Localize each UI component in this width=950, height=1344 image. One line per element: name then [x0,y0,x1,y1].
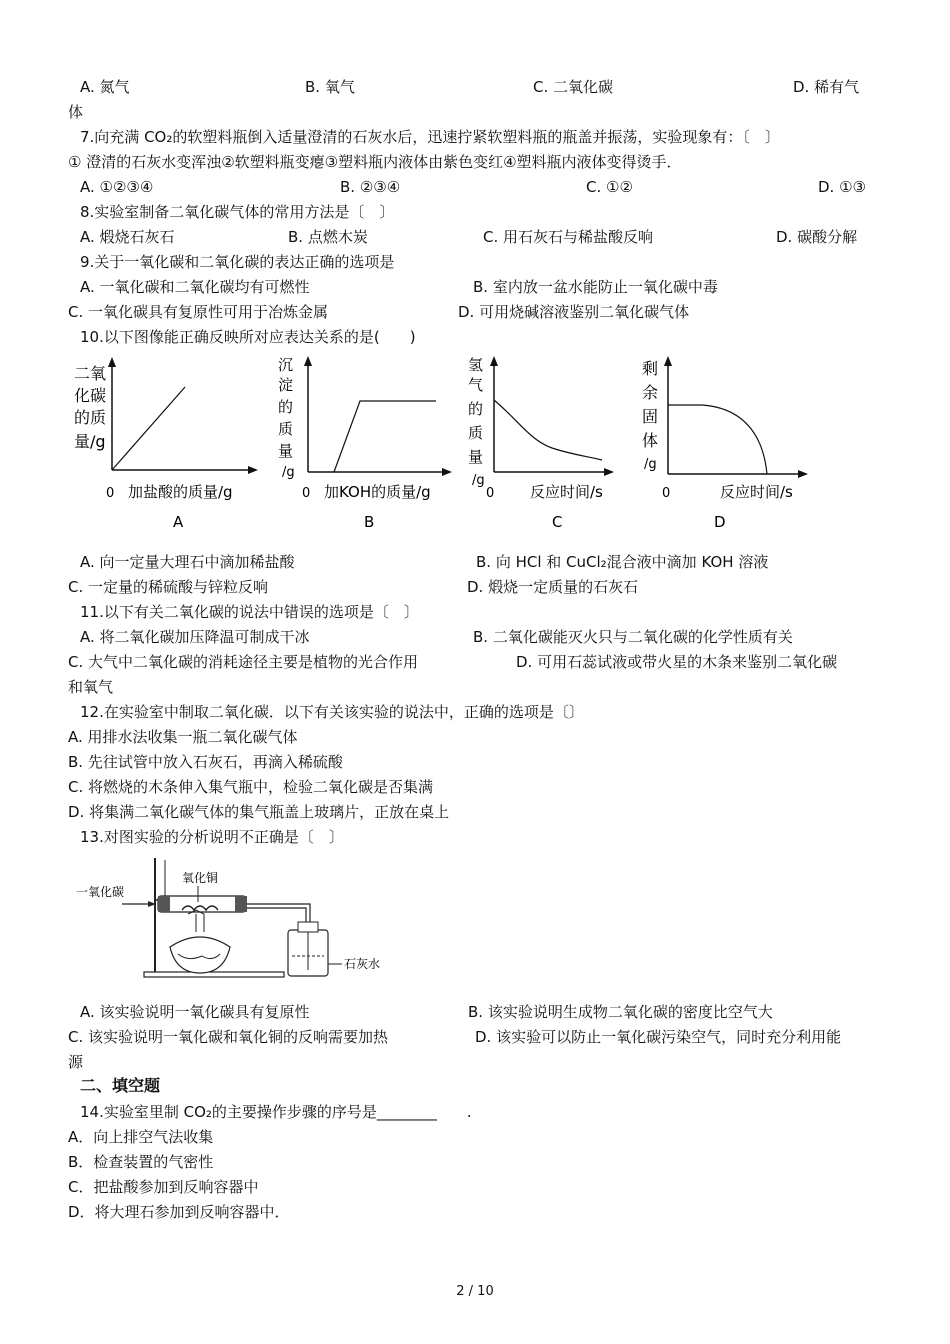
graph-c-ylabel-line: 量 [468,448,484,466]
label-co: 一氧化碳 [76,885,125,899]
q11-option-b: B. 二氧化碳能灭火只与二氧化碳的化学性质有关 [473,628,793,646]
graph-d-tag: D [714,513,726,531]
q6-option-c: C. 二氧化碳 [533,78,614,96]
q7-option-d: D. ①③ [818,178,866,196]
q10-graph-c [460,352,620,535]
graph-d-ylabel-line: 固 [642,407,659,426]
q12-option-d: D. 将集满二氧化碳气体的集气瓶盖上玻璃片，正放在桌上 [68,803,450,821]
q14-option-b: B．检查装置的气密性 [68,1153,214,1171]
label-limewater: 石灰水 [344,957,381,971]
graph-c-curve [494,400,602,460]
q10-graph-b [268,352,458,535]
q10-option-b: B. 向 HCl 和 CuCl₂混合液中滴加 KOH 溶液 [476,553,769,571]
graph-b-ylabel-line: 的 [278,398,294,416]
q8-option-a: A. 煅烧石灰石 [80,228,175,246]
label-cuo: 氧化铜 [182,871,219,885]
q7-option-b: B. ②③④ [340,178,401,196]
q14-option-a: A．向上排空气法收集 [68,1128,214,1146]
q12-stem: 12.在实验室中制取二氧化碳．以下有关该实验的说法中，正确的选项是〔〕 [80,703,584,721]
q11-stem: 11.以下有关二氧化碳的说法中错误的选项是〔 〕 [80,603,419,621]
graph-a-xlabel: 加盐酸的质量/g [128,483,233,501]
graph-c-ylabel [468,356,485,488]
q12-option-a: A. 用排水法收集一瓶二氧化碳气体 [68,728,298,746]
graph-b-tag: B [364,513,375,531]
graph-c-ylabel-line: 氢 [468,356,484,374]
q6-option-d: D. 稀有气 [793,78,860,96]
graph-d-curve [668,405,767,474]
graph-b-ylabel-line: 沉 [278,356,294,374]
q9-option-c: C. 一氧化碳具有复原性可用于冶炼金属 [68,303,329,321]
q13-option-b: B. 该实验说明生成物二氧化碳的密度比空气大 [468,1003,773,1021]
q6-option-a: A. 氮气 [80,78,130,96]
q8-option-b: B. 点燃木炭 [288,228,368,246]
q11-option-a: A. 将二氧化碳加压降温可制成干冰 [80,628,310,646]
q9-option-a: A. 一氧化碳和二氧化碳均有可燃性 [80,278,310,296]
stand-base [144,972,284,977]
graph-b-ylabel-line: /g [282,465,295,480]
section-title-fill-blank: 二、填空题 [80,1076,161,1095]
graph-c-xlabel: 反应时间/s [530,483,603,501]
q10-graph-a [70,355,260,535]
graph-c-tag: C [552,513,563,531]
graph-c-ylabel-line: 质 [468,424,484,442]
graph-b-origin: 0 [302,486,311,501]
q6-option-d-cont: 体 [68,103,84,121]
q8-option-d: D. 碳酸分解 [776,228,858,246]
q13-option-d: D. 该实验可以防止一氧化碳污染空气，同时充分利用能 [475,1028,842,1046]
graph-d-origin: 0 [662,486,671,501]
graph-a-tag: A [173,513,184,531]
graph-c-ylabel-line: 的 [468,400,484,418]
q13-stem: 13.对图实验的分析说明不正确是〔 〕 [80,828,344,846]
graph-d-xlabel: 反应时间/s [720,483,793,501]
q10-graph-d [630,352,820,535]
graph-b-xlabel: 加KOH的质量/g [324,483,431,501]
q13-option-a: A. 该实验说明一氧化碳具有复原性 [80,1003,310,1021]
q12-option-c: C. 将燃烧的木条伸入集气瓶中，检验二氧化碳是否集满 [68,778,434,796]
q13-option-d-cont: 源 [68,1053,84,1071]
graph-a-ylabel [74,364,106,451]
q14-option-c: C．把盐酸参加到反响容器中 [68,1178,259,1196]
graph-b-curve [334,401,436,472]
graph-d-ylabel-line: 余 [642,383,659,402]
q10-stem: 10.以下图像能正确反映所对应表达关系的是( ) [80,328,416,346]
graph-b-ylabel-line: 质 [278,420,294,438]
graph-a-ylabel-line: 量/g [74,432,106,451]
graph-d-ylabel-line: 剩 [642,359,659,378]
q13-apparatus-diagram [70,852,390,987]
q8-option-c: C. 用石灰石与稀盐酸反响 [483,228,654,246]
graph-a-ylabel-line: 的质 [74,408,107,427]
q11-option-d: D. 可用石蕊试液或带火星的木条来鉴别二氧化碳 [516,653,838,671]
glass-tube [158,896,246,912]
page-number: 2 / 10 [456,1284,494,1299]
q7-stem-2: ① 澄清的石灰水变浑浊②软塑料瓶变瘪③塑料瓶内液体由紫色变红④塑料瓶内液体变得烫手． [68,153,682,171]
graph-b-ylabel [278,356,295,480]
q9-stem: 9.关于一氧化碳和二氧化碳的表达正确的选项是 [80,253,395,271]
graph-a-curve [112,387,185,470]
q11-option-d-cont: 和氧气 [68,678,114,696]
q11-option-c: C. 大气中二氧化碳的消耗途径主要是植物的光合作用 [68,653,419,671]
q10-option-a: A. 向一定量大理石中滴加稀盐酸 [80,553,295,571]
graph-b-ylabel-line: 量 [278,442,294,460]
q14-stem: 14.实验室里制 CO₂的主要操作步骤的序号是________ . [80,1103,472,1121]
q9-option-b: B. 室内放一盆水能防止一氧化碳中毒 [473,278,718,296]
graph-b-ylabel-line: 淀 [278,376,294,394]
graph-a-origin: 0 [106,486,115,501]
q7-stem: 7.向充满 CO₂的软塑料瓶倒入适量澄清的石灰水后，迅速拧紧软塑料瓶的瓶盖并振荡，实验现象有：〔 〕 [80,128,780,146]
q7-option-a: A. ①②③④ [80,178,154,196]
graph-a-ylabel-line: 化碳 [74,386,107,405]
graph-d-ylabel-line: 体 [642,431,659,450]
q12-option-b: B. 先往试管中放入石灰石，再滴入稀硫酸 [68,753,343,771]
graph-c-origin: 0 [486,486,495,501]
graph-d-ylabel-line: /g [644,457,657,472]
q10-option-c: C. 一定量的稀硫酸与锌粒反响 [68,578,269,596]
q14-option-d: D．将大理石参加到反响容器中． [68,1203,290,1221]
graph-a-ylabel-line: 二氧 [74,364,107,383]
q7-option-c: C. ①② [586,178,633,196]
q8-stem: 8.实验室制备二氧化碳气体的常用方法是〔 〕 [80,203,395,221]
q6-option-b: B. 氧气 [305,78,355,96]
q13-option-c: C. 该实验说明一氧化碳和氧化铜的反响需要加热 [68,1028,389,1046]
graph-c-ylabel-line: 气 [468,376,484,394]
q9-option-d: D. 可用烧碱溶液鉴别二氧化碳气体 [458,303,690,321]
graph-c-ylabel-line: /g [472,473,485,488]
graph-d-ylabel [642,359,658,472]
q10-option-d: D. 煅烧一定质量的石灰石 [467,578,639,596]
